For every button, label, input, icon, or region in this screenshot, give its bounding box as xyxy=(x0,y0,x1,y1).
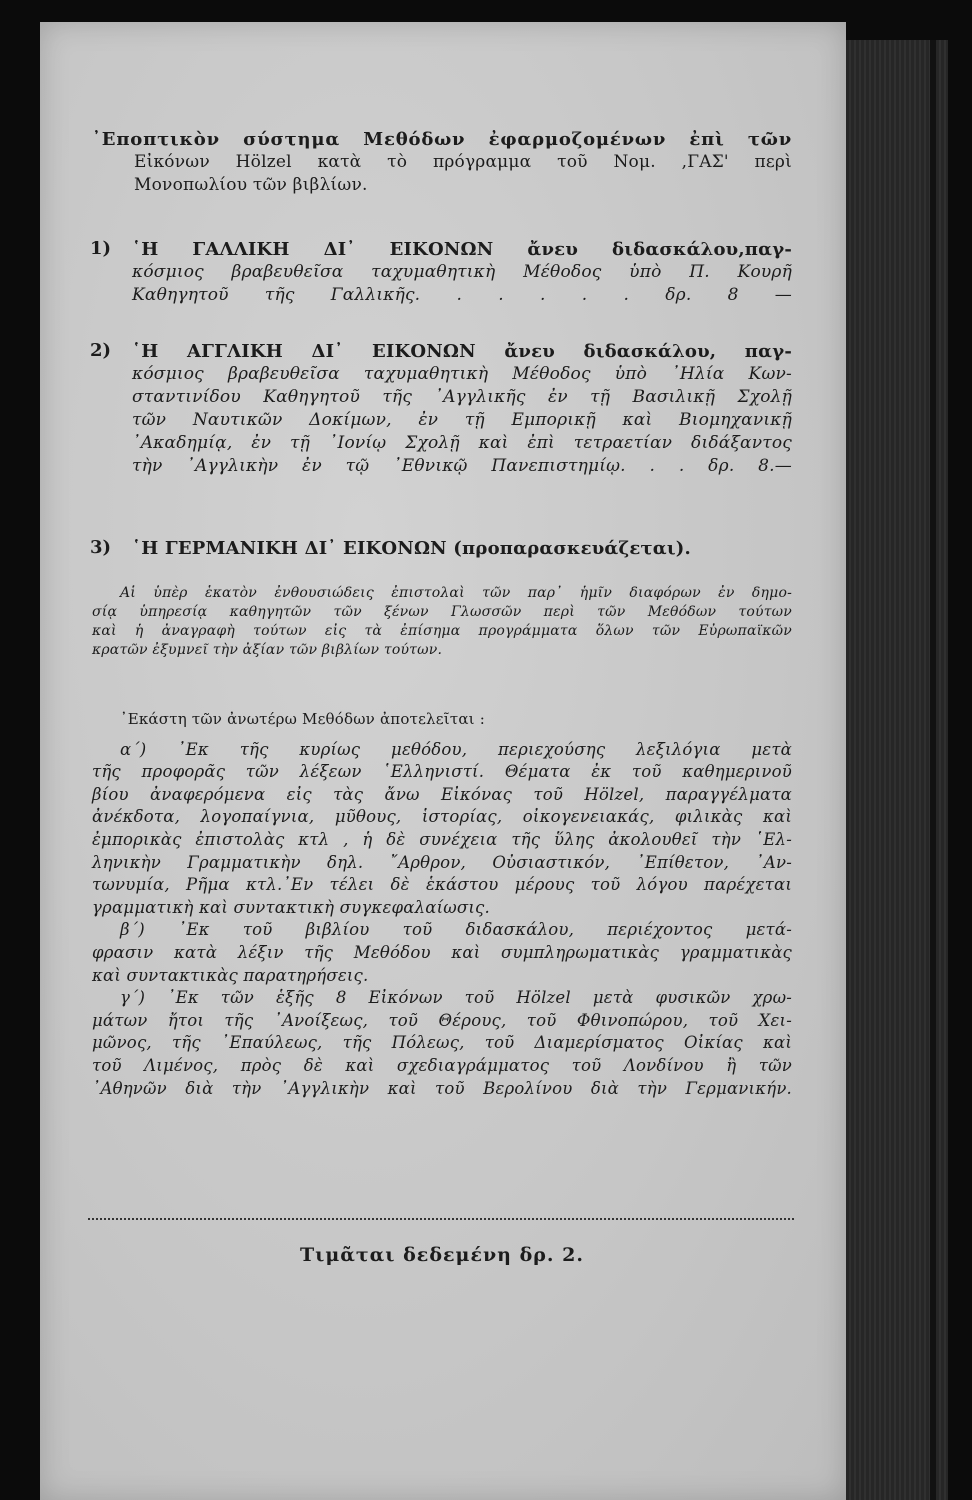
item-line: ᾿Ακαδημίᾳ, ἐν τῇ ᾿Ιονίῳ Σχολῇ καὶ ἐπὶ τετραετίαν διδάξαντος xyxy=(132,433,792,453)
testimonials-paragraph xyxy=(92,584,792,660)
item-english-method xyxy=(92,340,792,478)
intro-line: Εἰκόνων Hölzel κατὰ τὸ πρόγραμμα τοῦ Νομ. ,ΓΑΣ' περὶ xyxy=(134,152,792,172)
intro-paragraph xyxy=(92,128,792,197)
section-line: α΄) ᾿Εκ τῆς κυρίως μεθόδου, περιεχούσης λεξιλόγια μετὰ xyxy=(120,739,792,759)
section-line: τωνυμία, Ρῆμα κτλ.᾿Εν τέλει δὲ ἑκάστου μέρους τοῦ λόγου παρέχεται xyxy=(92,875,792,895)
section-line: βίου ἀναφερόμενα εἰς τὰς ἄνω Εἰκόνας τοῦ Hölzel, παραγγέλματα xyxy=(92,784,792,804)
testimonial-line: καὶ ἡ ἀναγραφὴ τούτων εἰς τὰ ἐπίσημα προγράμματα ὅλων τῶν Εὐρωπαϊκῶν xyxy=(92,623,792,639)
item-line: Καθηγητοῦ τῆς Γαλλικῆς. . . . . . δρ. 8 — xyxy=(132,285,792,305)
section-line: ἐμπορικὰς ἐπιστολὰς κτλ , ἡ δὲ συνέχεια τῆς ὕλης ἀκολουθεῖ τὴν ῾Ελ- xyxy=(92,829,792,849)
item-number: 2) xyxy=(90,340,112,361)
testimonial-line: κρατῶν ἐξυμνεῖ τὴν ἀξίαν τῶν βιβλίων τούτων. xyxy=(92,642,443,658)
item-number: 1) xyxy=(90,238,112,259)
section-line: μάτων ἤτοι τῆς ᾿Ανοίξεως, τοῦ Θέρους, τοῦ Φθινοπώρου, τοῦ Χει- xyxy=(92,1010,792,1030)
section-line: ἀνέκδοτα, λογοπαίγνια, μῦθους, ἱστορίας, οἰκογενειακάς, φιλικὰς καὶ xyxy=(92,807,792,827)
item-number: 3) xyxy=(90,537,112,558)
section-line: μῶνος, τῆς ᾿Επαύλεως, τῆς Πόλεως, τοῦ Διαμερίσματος Οἰκίας καὶ xyxy=(92,1033,792,1053)
price-line: Τιμᾶται δεδεμένη δρ. 2. xyxy=(300,1244,584,1266)
testimonial-line: σίᾳ ὑπηρεσίᾳ καθηγητῶν τῶν ξένων Γλωσσῶν περὶ τῶν Μεθόδων τούτων xyxy=(92,604,792,620)
intro-line: Μονοπωλίου τῶν βιβλίων. xyxy=(134,175,368,195)
item-line: τὴν ᾿Αγγλικὴν ἐν τῷ ᾿Εθνικῷ Πανεπιστημίῳ. . . δρ. 8.— xyxy=(132,456,792,476)
item-line: σταντινίδου Καθηγητοῦ τῆς ᾿Αγγλικῆς ἐν τῇ Βασιλικῇ Σχολῇ xyxy=(132,387,792,407)
book-spine-edge xyxy=(930,40,936,1500)
item-german-method xyxy=(92,537,792,560)
section-line: φρασιν κατὰ λέξιν τῆς Μεθόδου καὶ συμπληρωματικὰς γραμματικὰς xyxy=(92,942,792,962)
divider-rule xyxy=(88,1218,794,1220)
testimonial-line: Αἱ ὑπὲρ ἑκατὸν ἐνθουσιώδεις ἐπιστολαὶ τῶν παρ᾿ ἡμῖν διαφόρων ἐν δημο- xyxy=(120,585,792,601)
item-line: κόσμιος βραβευθεῖσα ταχυμαθητικὴ Μέθοδος ὑπὸ Π. Κουρῆ xyxy=(132,262,792,282)
section-line: ληνικὴν Γραμματικὴν δηλ. ῎Αρθρον, Οὐσιαστικόν, ᾿Επίθετον, ᾿Αν- xyxy=(92,852,792,872)
section-heading: ᾿Εκάστη τῶν ἀνωτέρω Μεθόδων ἀποτελεῖται : xyxy=(120,710,485,728)
section-line: τῆς προφορᾶς τῶν λέξεων ῾Ελληνιστί. Θέματα ἐκ τοῦ καθημερινοῦ xyxy=(92,762,792,782)
item-line: τῶν Ναυτικῶν Δοκίμων, ἐν τῇ Εμπορικῇ καὶ Βιομηχανικῇ xyxy=(132,410,792,430)
intro-line: ᾿Εποπτικὸν σύστημα Μεθόδων ἐφαρμοζομένων ἐπὶ τῶν xyxy=(92,129,792,150)
item-line: ῾Η ΓΑΛΛΙΚΗ ΔΙ᾿ ΕΙΚΟΝΩΝ ἄνευ διδασκάλου,παγ- xyxy=(132,239,792,260)
section-line: ᾿Αθηνῶν διὰ τὴν ᾿Αγγλικὴν καὶ τοῦ Βερολίνου διὰ τὴν Γερμανικήν. xyxy=(92,1078,792,1098)
section-line: β΄) ᾿Εκ τοῦ βιβλίου τοῦ διδασκάλου, περιέχοντος μετά- xyxy=(120,920,792,940)
section-line: γραμματικὴ καὶ συντακτικὴ συγκεφαλαίωσις. xyxy=(92,897,490,917)
item-line: ῾Η ΓΕΡΜΑΝΙΚΗ ΔΙ᾿ ΕΙΚΟΝΩΝ (προπαρασκευάζεται). xyxy=(132,538,691,559)
contents-section xyxy=(92,708,792,1100)
section-line: γ΄) ᾿Εκ τῶν ἑξῆς 8 Εἰκόνων τοῦ Hölzel μετὰ φυσικῶν χρω- xyxy=(120,988,792,1008)
item-french-method xyxy=(92,238,792,307)
section-line: τοῦ Λιμένος, πρὸς δὲ καὶ σχεδιαγράμματος τοῦ Λονδίνου ἢ τῶν xyxy=(92,1055,792,1075)
item-line: κόσμιος βραβευθεῖσα ταχυμαθητικὴ Μέθοδος ὑπὸ ᾿Ηλία Κων- xyxy=(132,364,792,384)
section-line: καὶ συντακτικὰς παρατηρήσεις. xyxy=(92,965,369,985)
item-line: ῾Η ΑΓΓΛΙΚΗ ΔΙ᾿ ΕΙΚΟΝΩΝ ἄνευ διδασκάλου, παγ- xyxy=(132,341,792,362)
